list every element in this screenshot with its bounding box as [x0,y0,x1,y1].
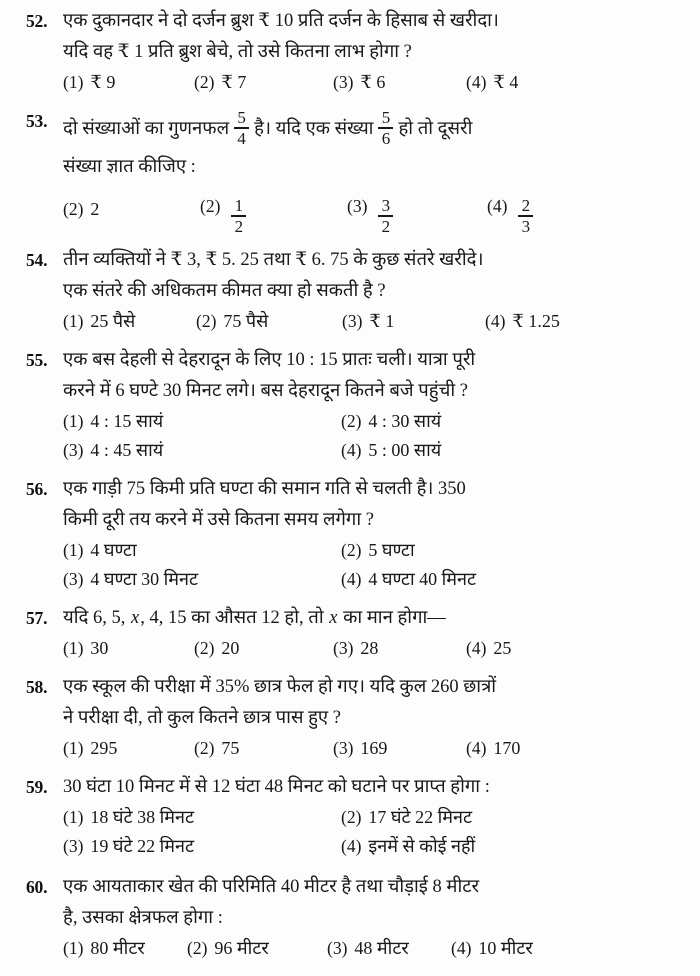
option-1[interactable] [63,536,341,565]
option-4[interactable] [466,734,520,763]
question-text-line: किमी दूरी तय करने में उसे कितना समय लगेगा ? [63,509,374,530]
option-value: 96 मीटर [214,937,269,958]
fraction-denominator: 6 [381,128,391,148]
option-value: 10 मीटर [478,937,533,958]
question-text-part: हो तो दूसरी [398,119,473,139]
question-text-line: तीन व्यक्तियों ने ₹ 3, ₹ 5. 25 तथा ₹ 6. 75 के कुछ संतरे खरीदे। [63,249,484,270]
question-number: 58. [26,676,48,697]
option-value: 80 मीटर [90,937,145,958]
option-3[interactable] [63,436,341,465]
question-body [63,772,682,861]
option-label: (2) [341,806,362,827]
question-text-part: , 4, 15 का औसत 12 हो, तो [140,607,329,628]
option-1[interactable] [63,407,341,436]
option-label: (3) [347,196,368,216]
option-value: 5 घण्टा [368,539,415,560]
option-label: (1) [63,72,84,92]
variable-x: x [329,607,338,628]
option-2[interactable] [194,68,333,97]
question-text-line: है, उसका क्षेत्रफल होगा : [63,907,223,928]
option-row [63,183,682,236]
option-2[interactable] [341,803,472,832]
option-label: (3) [333,72,354,92]
option-value: 17 घंटे 22 मिनट [368,806,473,827]
option-value: 48 मीटर [354,937,409,958]
option-label: (2) [341,410,362,431]
option-row [63,734,682,763]
question-text-line: यदि वह ₹ 1 प्रति ब्रुश बेचे, तो उसे कितना लाभ होगा ? [63,42,412,62]
option-4[interactable] [341,565,476,594]
question-text-part: दो संख्याओं का गुणनफल [63,119,230,139]
fraction-five-sixths [378,109,393,147]
option-4[interactable] [466,68,518,97]
option-value: 4 घण्टा 40 मिनट [368,568,477,589]
question-number: 55. [26,349,48,370]
fraction-three-halves [378,197,393,235]
option-label: (4) [341,568,362,589]
option-label: (1) [63,310,84,331]
option-2[interactable] [194,634,333,663]
fraction-denominator: 4 [237,128,246,148]
question-body [63,872,682,963]
question-text-line: एक स्कूल की परीक्षा में 35% छात्र फेल हो गए। यदि कुल 260 छात्रों [63,676,497,697]
option-2[interactable] [187,934,327,963]
option-value: 170 [493,737,521,758]
option-label: (3) [333,737,354,758]
option-label: (1) [63,806,84,827]
question-body [63,345,682,465]
option-value: 25 पैसे [90,310,136,331]
option-3[interactable] [333,634,466,663]
option-label: (3) [63,568,84,589]
option-value: ₹ 4 [493,72,519,92]
option-1[interactable] [63,803,341,832]
question-text-line [63,603,682,634]
option-label: (4) [451,937,472,958]
fraction-numerator: 3 [381,196,391,215]
question-54 [0,245,700,336]
question-body [63,474,682,594]
option-row [63,634,682,663]
fraction-two-thirds [518,197,533,235]
question-56 [0,474,700,594]
option-2[interactable] [341,407,441,436]
question-body [63,245,682,336]
question-text-line: एक गाड़ी 75 किमी प्रति घण्टा की समान गति से चलती है। 350 [63,478,466,499]
option-row [63,832,682,861]
option-label: (3) [327,937,348,958]
option-4[interactable] [341,436,441,465]
question-number: 59. [26,776,48,797]
option-label: (2) [196,310,217,331]
question-53 [0,106,700,236]
option-value: 18 घंटे 38 मिनट [90,806,195,827]
option-label: (1) [63,737,84,758]
option-label: (2) [187,937,208,958]
option-4[interactable] [451,934,533,963]
fraction-denominator: 3 [521,216,531,236]
option-label: (2) [341,539,362,560]
option-3[interactable] [333,68,466,97]
option-value: 4 : 30 सायं [368,410,442,431]
option-value: इनमें से कोई नहीं [368,835,476,856]
option-value: 28 [360,637,379,658]
question-58 [0,672,700,763]
fraction-numerator: 1 [234,196,244,215]
option-value: 295 [90,737,118,758]
option-4[interactable] [487,183,537,236]
option-value: 75 [221,737,240,758]
variable-x: x [130,607,140,628]
question-number: 53. [26,111,48,131]
option-value: ₹ 1.25 [512,310,560,331]
option-1[interactable] [63,734,194,763]
option-label: (3) [63,835,84,856]
option-1[interactable] [63,186,200,232]
option-value: 4 घण्टा 30 मिनट [90,568,199,589]
option-label: (4) [341,835,362,856]
option-label: (4) [341,439,362,460]
option-row [63,803,682,832]
option-label: (2) [200,196,221,216]
option-value: 75 पैसे [223,310,269,331]
question-text-line: एक बस देहली से देहरादून के लिए 10 : 15 प्रातः चली। यात्रा पूरी [63,349,476,370]
option-label: (1) [63,637,84,658]
option-value: 4 : 15 सायं [90,410,164,431]
option-value: ₹ 7 [221,72,247,92]
option-row [63,536,682,565]
question-text-line [63,106,682,152]
option-value: ₹ 9 [90,72,116,92]
option-1[interactable] [63,307,196,336]
option-value: 19 घंटे 22 मिनट [90,835,195,856]
option-4[interactable] [485,307,560,336]
option-1[interactable] [63,68,194,97]
fraction-denominator: 2 [381,216,391,236]
option-2[interactable] [194,734,333,763]
question-text-line: करने में 6 घण्टे 30 मिनट लगे। बस देहरादून कितने बजे पहुंची ? [63,380,468,401]
question-number: 56. [26,478,48,499]
fraction-numerator: 2 [521,196,531,215]
option-3[interactable] [333,734,466,763]
question-text-line: एक दुकानदार ने दो दर्जन ब्रुश ₹ 10 प्रति दर्जन के हिसाब से खरीदा। [63,11,499,31]
question-body [63,603,682,663]
question-text-part: है। यदि एक संख्या [254,119,374,139]
question-text-line: 30 घंटा 10 मिनट में से 12 घंटा 48 मिनट को घटाने पर प्राप्त होगा : [63,776,490,797]
option-1[interactable] [63,934,187,963]
option-3[interactable] [347,183,487,236]
question-text-line: संख्या ज्ञात कीजिए : [63,157,196,177]
question-text-line: ने परीक्षा दी, तो कुल कितने छात्र पास हुए ? [63,707,341,728]
option-label: (4) [487,196,508,216]
option-2[interactable] [196,307,342,336]
option-2[interactable] [200,183,347,236]
fraction-numerator: 5 [237,108,246,128]
option-value: 20 [221,637,240,658]
option-label: (2) [194,72,215,92]
fraction-numerator: 5 [381,108,391,128]
option-value: 30 [90,637,109,658]
option-row [63,68,682,97]
question-body [63,672,682,763]
option-row [63,565,682,594]
question-60 [0,872,700,963]
option-row [63,307,682,336]
fraction-one-half [231,197,246,235]
question-57 [0,603,700,663]
question-52 [0,6,700,97]
option-label: (3) [342,310,363,331]
option-4[interactable] [466,634,511,663]
option-label: (4) [466,72,487,92]
option-label: (1) [63,937,84,958]
question-number: 52. [26,11,48,31]
option-value: ₹ 6 [360,72,386,92]
fraction-five-fourths [234,109,249,147]
option-value: ₹ 1 [369,310,395,331]
option-label: (2) [194,637,215,658]
option-3[interactable] [63,565,341,594]
option-label: (2) [63,199,84,220]
question-text-line: एक संतरे की अधिकतम कीमत क्या हो सकती है ? [63,280,386,301]
question-text-part: का मान होगा— [338,607,446,628]
option-label: (3) [63,439,84,460]
option-label: (3) [333,637,354,658]
option-3[interactable] [342,307,485,336]
option-value: 4 घण्टा [90,539,137,560]
option-value: 25 [493,637,512,658]
fraction-denominator: 2 [234,216,244,236]
option-1[interactable] [63,634,194,663]
option-label: (1) [63,539,84,560]
option-label: (4) [466,737,487,758]
question-body [63,6,682,97]
option-2[interactable] [341,536,415,565]
question-number: 54. [26,249,48,270]
option-3[interactable] [327,934,451,963]
question-text-part: यदि 6, 5, [63,607,130,628]
option-label: (4) [485,310,506,331]
option-3[interactable] [63,832,341,861]
question-55 [0,345,700,465]
option-value: 4 : 45 सायं [90,439,164,460]
option-row [63,436,682,465]
option-label: (2) [194,737,215,758]
option-label: (1) [63,410,84,431]
question-59 [0,772,700,861]
question-number: 57. [26,607,48,628]
option-row [63,407,682,436]
question-number: 60. [26,876,48,897]
question-text-line: एक आयताकार खेत की परिमिति 40 मीटर है तथा चौड़ाई 8 मीटर [63,876,480,897]
option-value: 2 [90,199,100,220]
option-row [63,934,682,963]
option-4[interactable] [341,832,475,861]
option-value: 169 [360,737,388,758]
option-label: (4) [466,637,487,658]
question-body [63,106,682,236]
option-value: 5 : 00 सायं [368,439,442,460]
